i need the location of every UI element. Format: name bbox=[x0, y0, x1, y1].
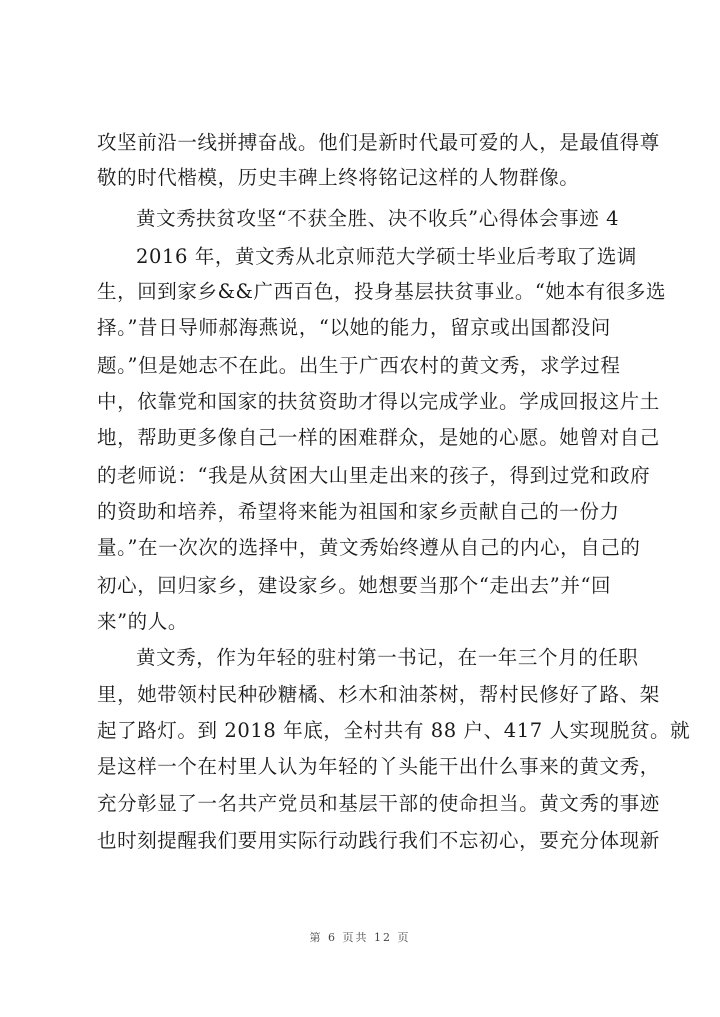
page-number: 第 6 页共 12 页 bbox=[309, 931, 411, 944]
text-line: 攻坚前沿一线拼搏奋战。他们是新时代最可爱的人，是最值得尊 bbox=[97, 131, 660, 154]
text-line: 是这样一个在村里人认为年轻的丫头能干出什么事来的黄文秀， bbox=[97, 755, 660, 778]
text-line: 敬的时代楷模，历史丰碑上终将铭记这样的人物群像。 bbox=[97, 166, 580, 189]
text-line: 来”的人。 bbox=[97, 610, 188, 633]
text-line: 里，她带领村民种砂糖橘、杉木和油茶树，帮村民修好了路、架 bbox=[97, 683, 660, 706]
text-line: 择。”昔日导师郝海燕说，“以她的能力，留京或出国都没问 bbox=[97, 316, 611, 339]
text-line: 的老师说：“我是从贫困大山里走出来的孩子，得到过党和政府 bbox=[97, 464, 651, 487]
text-line: 起了路灯。到 2018 年底，全村共有 88 户、417 人实现脱贫。就 bbox=[97, 719, 691, 742]
text-line: 的资助和培养，希望将来能为祖国和家乡贡献自己的一份力 bbox=[97, 500, 620, 523]
text-line: 初心，回归家乡，建设家乡。她想要当那个“走出去”并“回 bbox=[97, 574, 612, 597]
text-line: 2016 年，黄文秀从北京师范大学硕士毕业后考取了选调 bbox=[136, 245, 638, 268]
text-line: 生，回到家乡&&广西百色，投身基层扶贫事业。“她本有很多选 bbox=[97, 280, 667, 303]
text-line: 量。”在一次次的选择中，黄文秀始终遵从自己的内心，自己的 bbox=[97, 536, 641, 559]
text-line: 题。”但是她志不在此。出生于广西农村的黄文秀，求学过程 bbox=[97, 354, 621, 377]
text-line: 黄文秀，作为年轻的驻村第一书记，在一年三个月的任职 bbox=[136, 646, 639, 669]
section-heading: 黄文秀扶贫攻坚“不获全胜、决不收兵”心得体会事迹 4 bbox=[136, 207, 620, 230]
text-line: 地，帮助更多像自己一样的困难群众，是她的心愿。她曾对自己 bbox=[97, 426, 660, 449]
text-line: 也时刻提醒我们要用实际行动践行我们不忘初心，要充分体现新 bbox=[97, 829, 660, 852]
text-line: 充分彰显了一名共产党员和基层干部的使命担当。黄文秀的事迹 bbox=[97, 792, 660, 815]
text-line: 中，依靠党和国家的扶贫资助才得以完成学业。学成回报这片土 bbox=[97, 390, 660, 413]
